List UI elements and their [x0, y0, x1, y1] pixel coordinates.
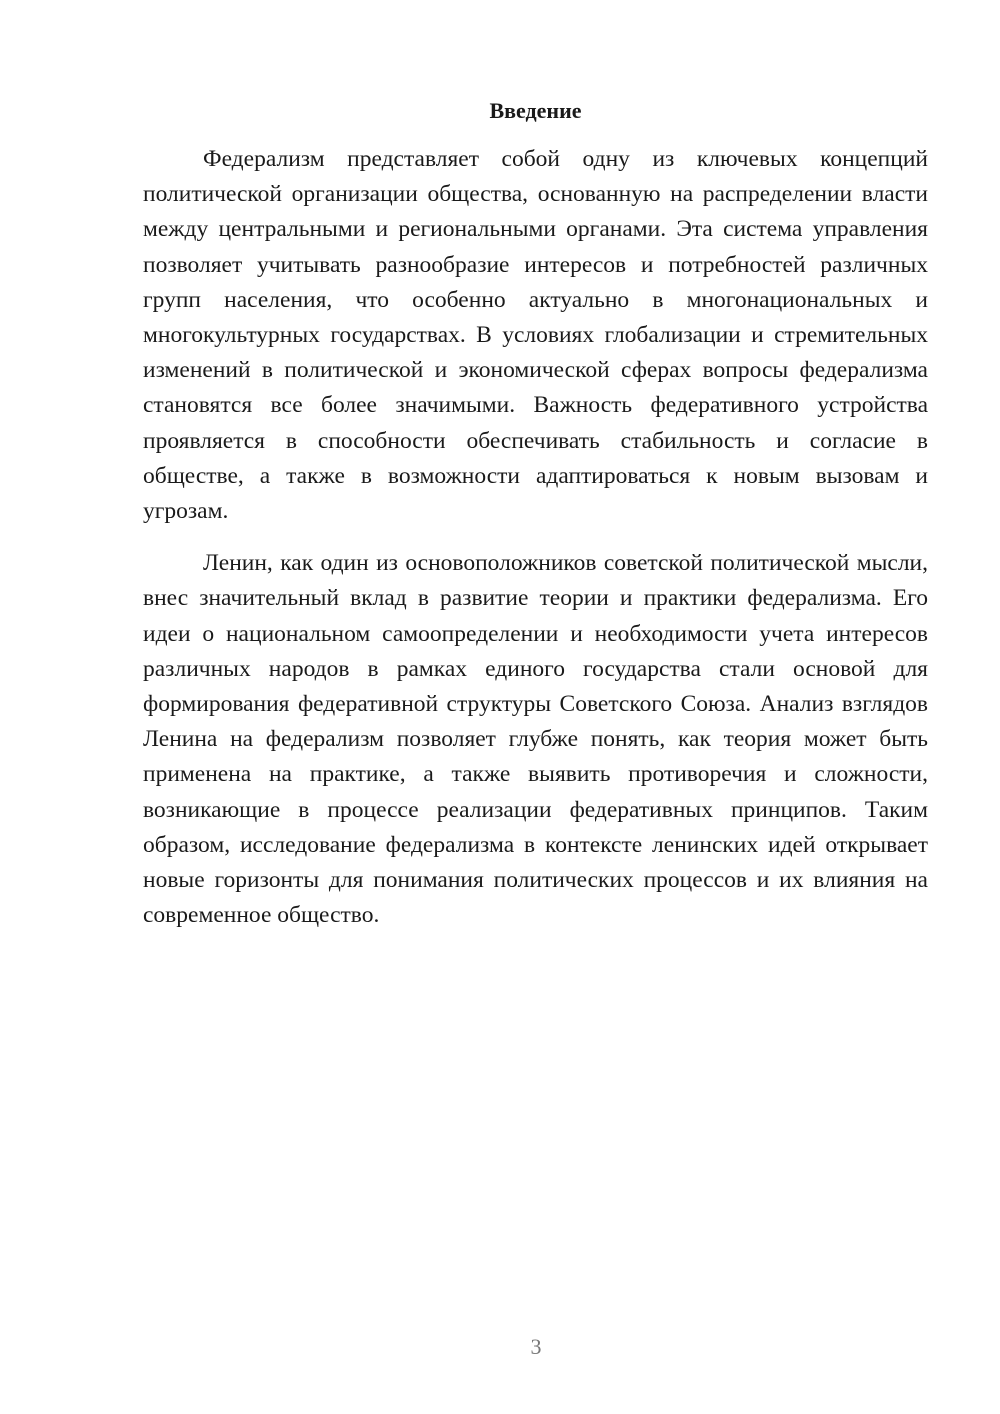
section-heading: Введение: [489, 98, 582, 123]
paragraph-federalism-intro: Федерализм представляет собой одну из ключевых концепций политической организации общества, основанную на распределении власти между центральными и региональными органами. Эта система управления позволяет учитывать разнообразие интересов и потребностей различных групп населения, что особенно актуально в многонациональных и многокультурных государствах. В условиях глобализации и стремительных изменений в политической и экономической сферах вопросы федерализма становятся все более значимыми. Важность федеративного устройства проявляется в способности обеспечивать стабильность и согласие в обществе, а также в возможности адаптироваться к новым вызовам и угрозам.: [143, 146, 928, 525]
body-text: [143, 142, 928, 933]
paragraph-lenin-contribution: Ленин, как один из основоположников советской политической мысли, внес значительный вклад в развитие теории и практики федерализма. Его идеи о национальном самоопределении и необходимости учета интересов различных народов в рамках единого государства стали основой для формирования федеративной структуры Советского Союза. Анализ взглядов Ленина на федерализм позволяет глубже понять, как теория может быть применена на практике, а также выявить противоречия и сложности, возникающие в процессе реализации федеративных принципов. Таким образом, исследование федерализма в контексте ленинских идей открывает новые горизонты для понимания политических процессов и их влияния на современное общество.: [143, 550, 928, 929]
page-number: 3: [530, 1334, 542, 1359]
